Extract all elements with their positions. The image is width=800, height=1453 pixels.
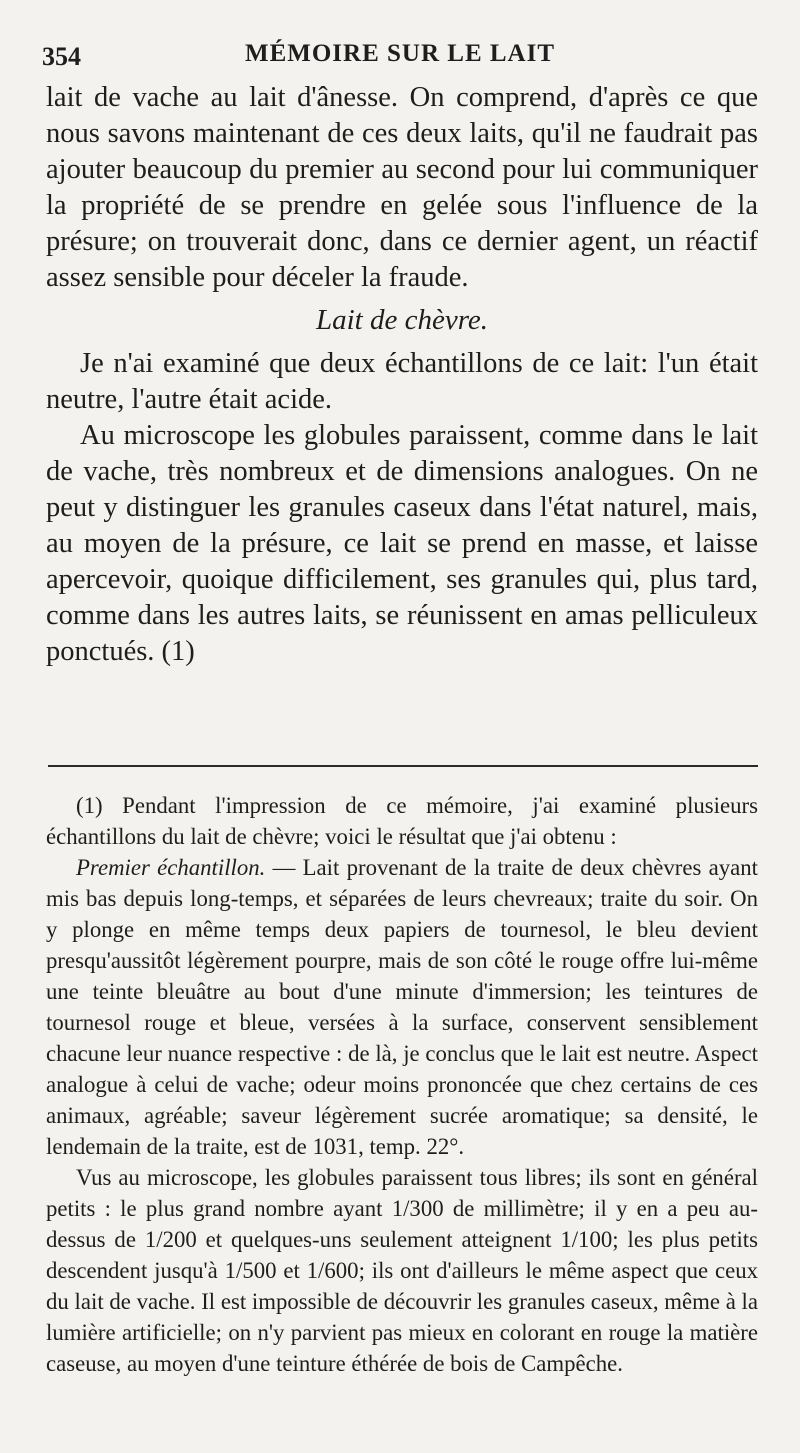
paragraph: Au microscope les globules paraissent, comme dans le lait de vache, très nombreux et de dimensions analogues. On ne peut y distinguer les granules caseux dans l'état naturel, mais, au moyen de la présure, ce lait se prend en masse, et laisse apercevoir, quoique difficilement, ses granules qui, plus tard, comme dans les autres laits, se réunissent en amas pelliculeux ponctués. (1) xyxy=(46,420,758,667)
section-heading: Lait de chèvre. xyxy=(315,304,489,336)
main-text xyxy=(46,80,758,670)
footnote-text: — Lait provenant de la traite de deux chèvres ayant mis bas depuis long-temps, et séparées de leurs chevreaux; traite du soir. On y plonge en même temps deux papiers de tournesol, le bleu devient presqu'aussitôt légèrement pourpre, mais de son côté le rouge offre lui-même une teinte bleuâtre au bout d'une minute d'immersion; les teintures de tournesol rouge et bleue, versées à la surface, conservent sensiblement chacune leur nuance respective : de là, je conclus que le lait est neutre. Aspect analogue à celui de vache; odeur moins prononcée que chez certains de ces animaux, agréable; saveur légèrement sucrée aromatique; sa densité, le lendemain de la traite, est de 1031, temp. 22°. xyxy=(46,855,758,1159)
page-header xyxy=(40,38,760,78)
footnote-divider xyxy=(48,765,758,767)
footnote-subheading: Premier échantillon. xyxy=(76,855,266,880)
page-number: 354 xyxy=(42,42,81,71)
footnote-paragraph: Vus au microscope, les globules paraissent tous libres; ils sont en général petits : le plus grand nombre ayant 1/300 de millimètre; il y en a peu au-dessus de 1/200 et quelques-uns seulement atteignent 1/100; les plus petits descendent jusqu'à 1/500 et 1/600; ils ont d'ailleurs le même aspect que ceux du lait de vache. Il est impossible de découvrir les granules caseux, même à la lumière artificielle; on n'y parvient pas mieux en colorant en rouge la matière caseuse, au moyen d'une teinture éthérée de bois de Campêche. xyxy=(46,1165,758,1376)
footnote xyxy=(46,790,758,1379)
footnote-paragraph: (1) Pendant l'impression de ce mémoire, j'ai examiné plusieurs échantillons du lait de chèvre; voici le résultat que j'ai obtenu : xyxy=(46,793,758,849)
footnote-paragraph xyxy=(46,852,758,1162)
running-head: MÉMOIRE SUR LE LAIT xyxy=(244,40,555,67)
paragraph: lait de vache au lait d'ânesse. On comprend, d'après ce que nous savons maintenant de ces deux laits, qu'il ne faudrait pas ajouter beaucoup du premier au second pour lui communiquer la propriété de se prendre en gelée sous l'influence de la présure; on trouverait donc, dans ce dernier agent, un réactif assez sensible pour déceler la fraude. xyxy=(46,82,758,293)
paragraph: Je n'ai examiné que deux échantillons de ce lait: l'un était neutre, l'autre était acide. xyxy=(46,348,758,415)
